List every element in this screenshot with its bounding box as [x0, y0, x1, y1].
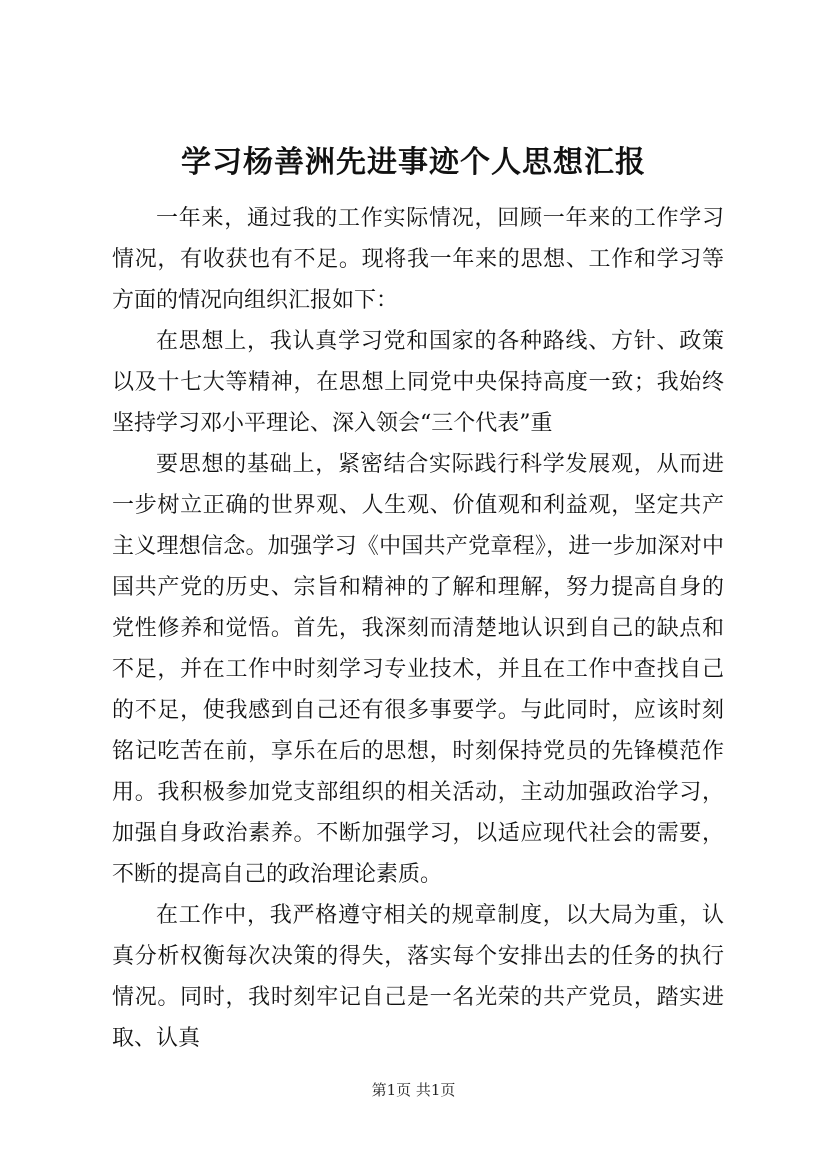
paragraph-theory: 要思想的基础上，紧密结合实际践行科学发展观，从而进一步树立正确的世界观、人生观、价值观和利益观，坚定共产主义理想信念。加强学习《中国共产党章程》，进一步加深对中国共产党的历史、宗旨和精神的了解和理解，努力提高自身的党性修养和觉悟。首先，我深刻而清楚地认识到自己的缺点和不足，并在工作中时刻学习专业技术，并且在工作中查找自己的不足，使我感到自己还有很多事要学。与此同时，应该时刻铭记吃苦在前，享乐在后的思想，时刻保持党员的先锋模范作用。我积极参加党支部组织的相关活动，主动加强政治学习，加强自身政治素养。不断加强学习，以适应现代社会的需要，不断的提高自己的政治理论素质。: [112, 452, 724, 887]
paragraph-work: 在工作中，我严格遵守相关的规章制度，以大局为重，认真分析权衡每次决策的得失，落实每个安排出去的任务的执行情况。同时，我时刻牢记自己是一名光荣的共产党员，踏实进取、认真: [112, 903, 724, 1051]
page-number-footer: 第1页 共1页: [371, 1081, 456, 1099]
document-title: 学习杨善洲先进事迹个人思想汇报: [181, 145, 646, 180]
document-body: [112, 198, 724, 1059]
paragraph-intro: 一年来，通过我的工作实际情况，回顾一年来的工作学习情况，有收获也有不足。现将我一年来的思想、工作和学习等方面的情况向组织汇报如下：: [112, 206, 724, 313]
paragraph-thought: 在思想上，我认真学习党和国家的各种路线、方针、政策以及十七大等精神，在思想上同党中央保持高度一致；我始终坚持学习邓小平理论、深入领会“三个代表”重: [112, 329, 724, 436]
